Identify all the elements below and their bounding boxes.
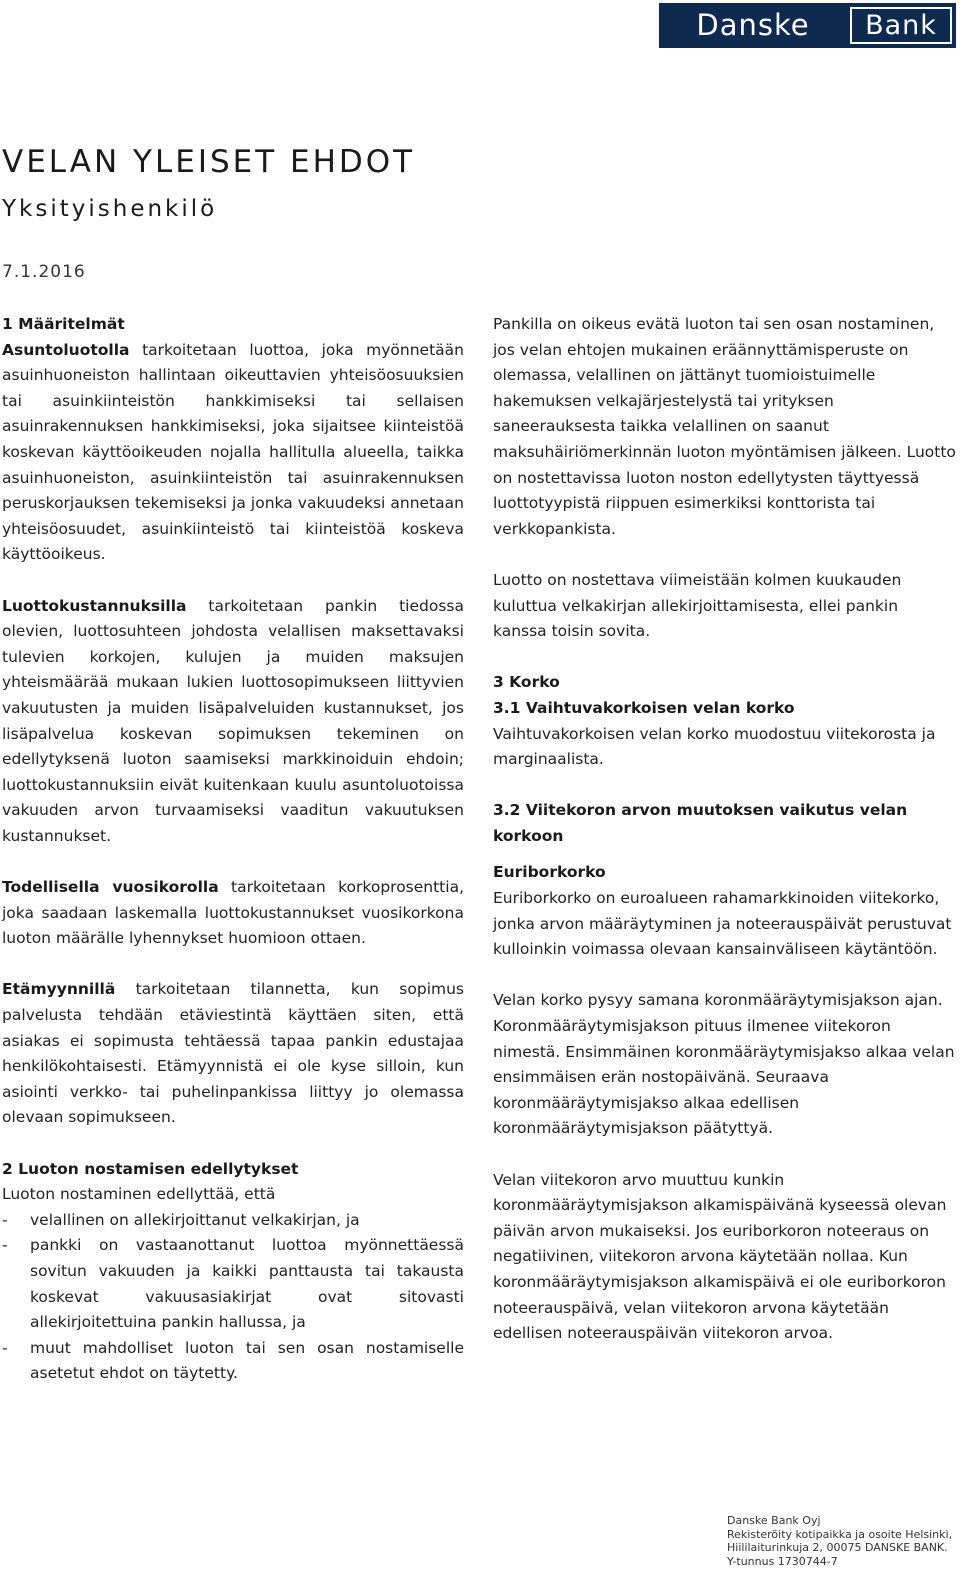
definition-asuntoluotto (2, 338, 464, 568)
section-3-paragraph-period: Velan korko pysyy samana koronmääräytymisjakson ajan. Koronmääräytymisjakson pituus ilmenee viitekoron nimestä. Ensimmäinen koronmääräytymisjakso alkaa velan ensimmäisen erän nostopäivänä. Seuraava koronmääräytymisjakso alkaa edellisen koronmääräytymisjakson päätyttyä. (493, 991, 955, 1138)
document-subtitle: Yksityishenkilö (2, 196, 218, 222)
definition-etamyynti (2, 977, 464, 1131)
definition-term: Todellisella vuosikorolla (2, 878, 219, 897)
definition-term: Luottokustannuksilla (2, 596, 187, 615)
right-column (493, 312, 956, 1347)
list-item: - pankki on vastaanottanut luottoa myönnettäessä sovitun vakuuden ja kaikki panttausta tai takausta koskevat vakuusasiakirjat ovat sitovasti allekirjoitettuina pankin hallussa, ja (2, 1233, 464, 1335)
definition-text: tarkoitetaan tilannetta, kun sopimus palvelusta tehdään etäviestintä käyttäen siten, että asiakas ei sopimusta tehtäessä tapaa pankin edustajaa henkilökohtaisesti. Etämyynnistä ei ole kyse silloin, kun asiointi verkko- tai puhelinpankissa liittyy jo olemassa olevaan sopimukseen. (2, 980, 464, 1127)
definition-text: tarkoitetaan korkoprosenttia, joka saadaan laskemalla luottokustannukset vuosikorkona luoton määrälle lyhennykset huomioon ottaen. (2, 878, 464, 948)
section-3-1-heading: 3.1 Vaihtuvakorkoisen velan korko (493, 698, 795, 717)
footer-business-id: Y-tunnus 1730744-7 (727, 1554, 838, 1568)
list-item: - velallinen on allekirjoittanut velkakirjan, ja (2, 1208, 464, 1234)
section-3-1-text: Vaihtuvakorkoisen velan korko muodostuu viitekorosta ja marginaalista. (493, 724, 936, 769)
footer-registered-office: Rekisteröity kotipaikka ja osoite Helsinki, (727, 1527, 953, 1541)
definition-luottokustannukset (2, 594, 464, 850)
footer-address: Hiililaiturinkuja 2, 00075 DANSKE BANK. (727, 1541, 948, 1555)
danske-bank-logo (659, 3, 956, 48)
section-2-intro: Luoton nostaminen edellyttää, että (2, 1185, 276, 1204)
logo-text-right: Bank (850, 7, 952, 44)
section-2-heading: 2 Luoton nostamisen edellytykset (2, 1159, 299, 1178)
section-2-paragraph-refusal: Pankilla on oikeus evätä luoton tai sen osan nostaminen, jos velan ehtojen mukainen eräännyttämisperuste on olemassa, velallinen on jättänyt tuomioistuimelle hakemuksen velkajärjestelystä tai yrityksen saneerauksesta taikka velallinen on saanut maksuhäiriömerkinnän luoton myöntämisen jälkeen. Luotto on nostettavissa luoton noston edellytysten täyttyessä luottotyypistä riippuen esimerkiksi konttorista tai verkkopankista. (493, 315, 956, 538)
footer-company-name: Danske Bank Oyj (727, 1514, 821, 1527)
definition-text: tarkoitetaan pankin tiedossa olevien, luottosuhteen johdosta velallisen maksettavaksi tulevien korkojen, kulujen ja muiden maksujen yhteismäärää mukaan lukien luottosopimukseen liittyvien vakuutusten ja muiden lisäpalveluiden kustannukset, jos lisäpalvelua koskevan sopimuksen tekeminen on edellytyksenä luoton saamiseksi markkinoiduin ehdoin; luottokustannuksiin eivät kuitenkaan kuulu asuntoluotoissa vakuuden arvon turvaamiseksi vaaditun vakuutuksen kustannukset. (2, 596, 464, 845)
company-footer (727, 1514, 957, 1568)
euribor-heading: Euriborkorko (493, 863, 606, 882)
section-1-heading: 1 Määritelmät (2, 315, 125, 333)
section-3-paragraph-reference-rate: Velan viitekoron arvo muuttuu kunkin koronmääräytymisjakson alkamispäivänä kyseessä olevan päivän arvon mukaiseksi. Jos euriborkoron noteeraus on negatiivinen, viitekoron arvona käytetään nollaa. Kun koronmääräytymisjakson alkamispäivä ei ole euriborkoron noteerauspäivä, velan viitekoron arvona käytetään edellisen noteerauspäivän viitekoron arvoa. (493, 1170, 947, 1343)
document-date: 7.1.2016 (2, 262, 86, 282)
definition-term: Asuntoluotolla (2, 340, 130, 359)
definition-text: tarkoitetaan luottoa, joka myönnetään asuinhuoneiston hallintaan oikeuttavien yhteisöosuuksien tai asuinkiinteistön hankkimiseksi tai sellaisen asuinrakennuksen hankkimiseksi, joka sijaitsee kiinteistöä koskevan käyttöoikeuden nojalla hallitulla alueella, taikka asuinhuoneiston, asuinkiinteistön tai asuinrakennuksen peruskorjauksen tekemiseksi ja jonka vakuudeksi annetaan yhteisöosuudet, asuinkiinteistö tai kiinteistöä koskeva käyttöoikeus. (2, 340, 464, 564)
definition-term: Etämyynnillä (2, 980, 116, 999)
section-3-2-heading: 3.2 Viitekoron arvon muutoksen vaikutus velan korkoon (493, 801, 908, 845)
euribor-text: Euriborkorko on euroalueen rahamarkkinoiden viitekorko, jonka arvon määräytyminen ja noteerauspäivät perustuvat kulloinkin voimassa olevaan kansainväliseen käytäntöön. (493, 889, 952, 959)
logo-text-left: Danske (696, 8, 810, 42)
list-item: - muut mahdolliset luoton tai sen osan nostamiselle asetetut ehdot on täytetty. (2, 1336, 464, 1387)
definition-todellinen-vuosikorko (2, 875, 464, 952)
section-3-heading: 3 Korko (493, 673, 560, 692)
section-2-paragraph-deadline: Luotto on nostettava viimeistään kolmen kuukauden kuluttua velkakirjan allekirjoittamisesta, ellei pankin kanssa toisin sovita. (493, 570, 902, 641)
document-title: VELAN YLEISET EHDOT (2, 144, 416, 180)
conditions-list (2, 1208, 464, 1387)
left-column (2, 312, 464, 1387)
